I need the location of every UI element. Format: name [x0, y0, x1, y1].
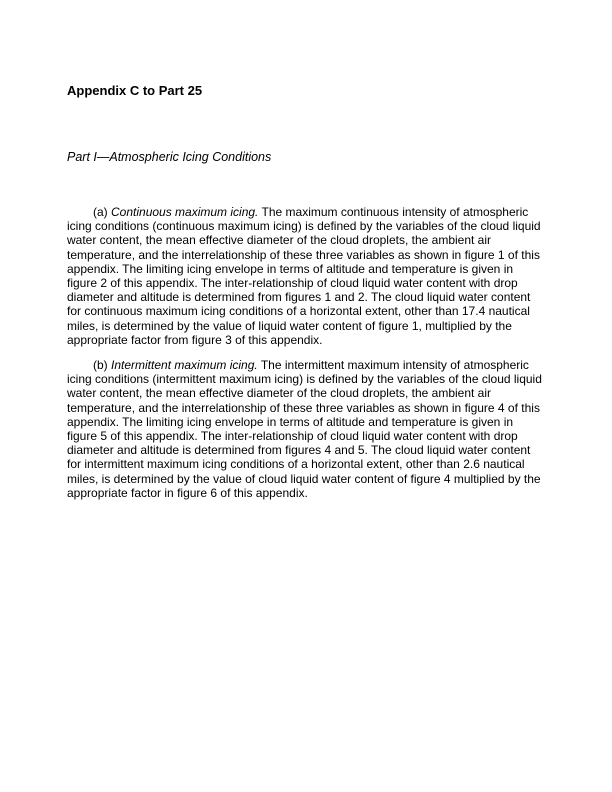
paragraph-a-label: (a) [93, 205, 111, 219]
appendix-heading: Appendix C to Part 25 [67, 83, 203, 98]
paragraph-a-body: The maximum continuous intensity of atmospheric icing conditions (continuous maximum icing) is defined by the variables of the cloud liquid water content, the mean effective diameter of the cloud droplets, the ambient air temperature, and the interrelationship of these three variables as shown in figure 1 of this appendix. The limiting icing envelope in terms of altitude and temperature is given in figure 2 of this appendix. The inter-relationship of cloud liquid water content with drop diameter and altitude is determined from figures 1 and 2. The cloud liquid water content for continuous maximum icing conditions of a horizontal extent, other than 17.4 nautical miles, is determined by the value of liquid water content of figure 1, multiplied by the appropriate factor from figure 3 of this appendix. [67, 205, 541, 347]
paragraph-b-lead: Intermittent maximum icing. [111, 358, 258, 373]
paragraph-b-body: The intermittent maximum intensity of atmospheric icing conditions (intermittent maximum icing) is defined by the variables of the cloud liquid water content, the mean effective diameter of the cloud droplets, the ambient air temperature, and the interrelationship of these three variables as shown in figure 4 of this appendix. The limiting icing envelope in terms of altitude and temperature is given in figure 5 of this appendix. The inter-relationship of cloud liquid water content with drop diameter and altitude is determined from figures 4 and 5. The cloud liquid water content for intermittent maximum icing conditions of a horizontal extent, other than 2.6 nautical miles, is determined by the value of cloud liquid water content of figure 4 multiplied by the appropriate factor in figure 6 of this appendix. [67, 358, 542, 500]
paragraph-a [67, 205, 546, 347]
body-text [67, 205, 546, 500]
paragraph-a-lead: Continuous maximum icing. [111, 205, 259, 219]
paragraph-b [67, 358, 546, 500]
paragraph-b-label: (b) [93, 358, 111, 373]
part-heading: Part I—Atmospheric Icing Conditions [67, 150, 272, 164]
